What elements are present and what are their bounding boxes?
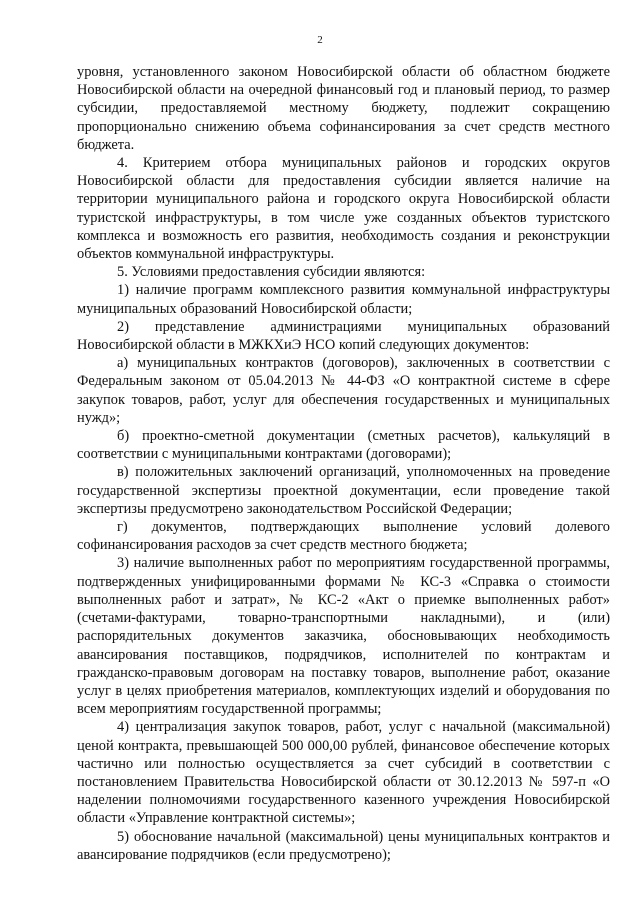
document-body bbox=[77, 63, 610, 864]
paragraph: а) муниципальных контрактов (договоров), заключенных в соответствии с Федеральным законом от 05.04.2013 № 44-ФЗ «О контрактной системе в сфере закупок товаров, работ, услуг для обеспечения государственных и муниципальных нужд»; bbox=[77, 355, 610, 426]
paragraph: 1) наличие программ комплексного развития коммунальной инфраструктуры муниципальных образований Новосибирской области; bbox=[77, 282, 610, 317]
paragraph: 5. Условиями предоставления субсидии являются: bbox=[117, 264, 426, 281]
paragraph: в) положительных заключений организаций, уполномоченных на проведение государственной экспертизы проектной документации, если проведение такой экспертизы предусмотрено законодательством Российской Федерации; bbox=[77, 464, 610, 517]
paragraph: 2) представление администрациями муниципальных образований Новосибирской области в МЖКХиЭ НСО копий следующих документов: bbox=[77, 318, 610, 354]
page-number: 2 bbox=[317, 34, 323, 46]
paragraph: б) проектно-сметной документации (сметных расчетов), калькуляций в соответствии с муниципальными контрактами (договорами); bbox=[77, 428, 610, 463]
paragraph: уровня, установленного законом Новосибирской области об областном бюджете Новосибирской области на очередной финансовый год и плановый период, то размер субсидии, предоставляемой местному бюджету, подлежит сокращению пропорционально снижению объема софинансирования за счет средств местного бюджета. bbox=[77, 64, 610, 153]
paragraph: 5) обоснование начальной (максимальной) цены муниципальных контрактов и авансирование подрядчиков (если предусмотрено); bbox=[77, 828, 610, 863]
paragraph: г) документов, подтверждающих выполнение условий долевого софинансирования расходов за счет средств местного бюджета; bbox=[77, 519, 610, 554]
paragraph: 3) наличие выполненных работ по мероприятиям государственной программы, подтвержденных унифицированными формами № КС-3 «Справка о стоимости выполненных работ и затрат», № КС-2 «Акт о приемке выполненных работ» (счетами-фактурами, товарно-транспортными накладными), и (или) распорядительных документов заказчика, обосновывающих необходимость авансирования поставщиков, подрядчиков, исполнителей по контрактам и гражданско-правовым договорам на поставку товаров, выполнение работ, оказание услуг в целях приобретения материалов, комплектующих изделий и оборудования по всем мероприятиям государственной программы; bbox=[77, 555, 610, 718]
paragraph: 4) централизация закупок товаров, работ, услуг с начальной (максимальной) ценой контракта, превышающей 500 000,00 рублей, финансовое обеспечение которых частично или полностью осуществляется за счет субсидий в соответствии с постановлением Правительства Новосибирской области от 30.12.2013 № 597-п «О наделении полномочиями государственного казенного учреждения Новосибирской области «Управление контрактной системы»; bbox=[77, 719, 610, 827]
paragraph: 4. Критерием отбора муниципальных районов и городских округов Новосибирской области для предоставления субсидии является наличие на территории муниципального района и городского округа Новосибирской области туристской инфраструктуры, в том числе уже созданных объектов туристского комплекса и возможность его развития, необходимость создания и реконструкции объектов коммунальной инфраструктуры. bbox=[77, 155, 610, 263]
